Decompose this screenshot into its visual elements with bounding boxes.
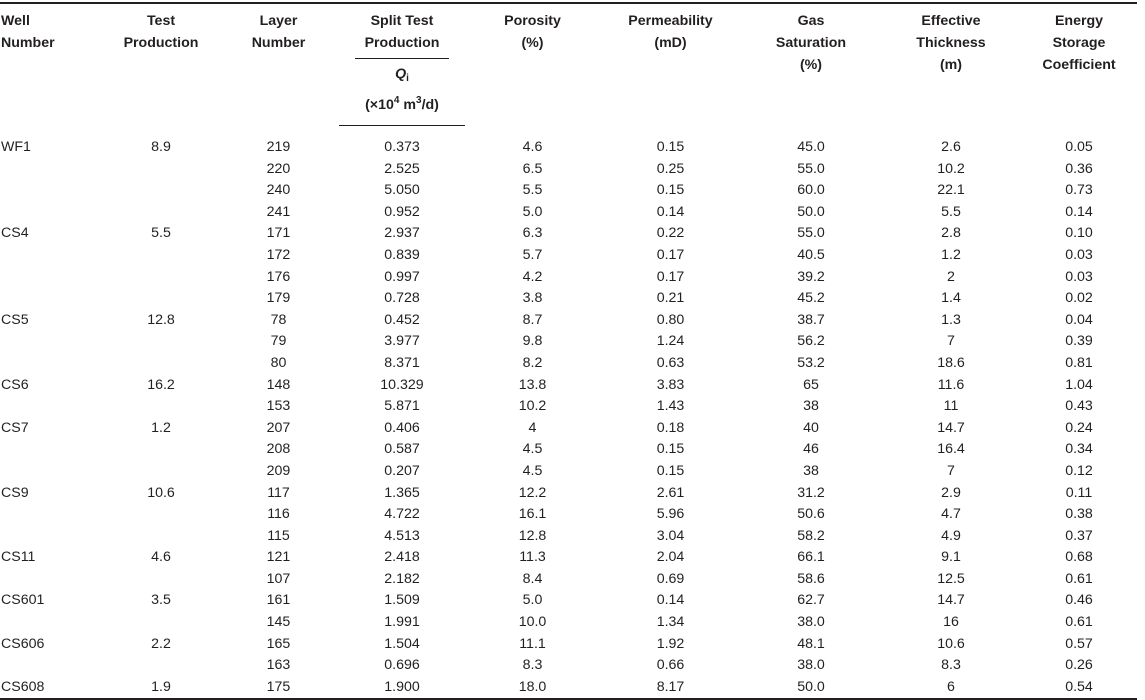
- cell-well-number: [0, 245, 104, 267]
- cell-split-test-production: 0.997: [384, 268, 420, 285]
- header-permeability: Permeability (mD): [600, 3, 741, 126]
- cell-test-production: 4.6: [151, 549, 171, 566]
- cell-porosity: 4: [528, 419, 537, 436]
- cell-gas-saturation: 38.0: [797, 614, 825, 631]
- cell-split-test-production: 4.722: [384, 506, 420, 523]
- cell-test-production: 5.5: [151, 225, 171, 242]
- table-row: [0, 202, 1137, 224]
- cell-effective-thickness: 7: [947, 462, 955, 479]
- table-body: [0, 126, 1137, 700]
- cell-porosity: 4.2: [522, 268, 543, 285]
- cell-test-production: [104, 504, 218, 526]
- table-row: [0, 439, 1137, 461]
- cell-test-production: [104, 526, 218, 548]
- header-gas-saturation: Gas Saturation (%): [741, 3, 881, 126]
- header-energy-storage-coefficient: Energy Storage Coefficient: [1021, 3, 1137, 126]
- cell-layer-number: 207: [266, 419, 291, 436]
- cell-porosity: 5.5: [522, 182, 543, 199]
- table-row: [0, 353, 1137, 375]
- cell-test-production: [104, 612, 218, 634]
- cell-effective-thickness: 14.7: [937, 592, 965, 609]
- cell-porosity: 11.1: [519, 635, 546, 652]
- cell-porosity: 12.2: [518, 484, 547, 501]
- cell-test-production: [104, 267, 218, 289]
- header-effective-thickness: Effective Thickness (m): [881, 3, 1021, 126]
- cell-well-number: CS7: [1, 419, 29, 436]
- table-row: [0, 418, 1137, 440]
- table-row: [0, 223, 1137, 245]
- cell-permeability: 1.43: [656, 398, 685, 415]
- cell-layer-number: 107: [266, 570, 291, 587]
- cell-well-number: [0, 461, 104, 483]
- cell-gas-saturation: 60.0: [797, 182, 825, 199]
- cell-permeability: 0.15: [656, 138, 685, 155]
- cell-split-test-production: 2.525: [384, 160, 420, 177]
- cell-energy-storage-coefficient: 0.02: [1065, 290, 1093, 307]
- cell-effective-thickness: 2.6: [941, 138, 961, 155]
- cell-layer-number: 78: [270, 311, 287, 328]
- cell-effective-thickness: 10.6: [937, 635, 965, 652]
- cell-gas-saturation: 50.0: [741, 677, 881, 700]
- cell-porosity: 6.5: [522, 160, 543, 177]
- cell-test-production: [104, 396, 218, 418]
- qi-unit: ($\times 10^4$ $m^3/d$): [365, 95, 439, 113]
- table-row: [0, 245, 1137, 267]
- cell-layer-number: 145: [266, 614, 291, 631]
- cell-test-production: 1.2: [151, 419, 171, 436]
- cell-layer-number: 220: [266, 160, 291, 177]
- cell-energy-storage-coefficient: 0.54: [1021, 677, 1137, 700]
- cell-layer-number: 79: [270, 333, 287, 350]
- cell-layer-number: 209: [266, 462, 291, 479]
- cell-porosity: 10.2: [518, 398, 547, 415]
- well-data-table: [0, 2, 1137, 700]
- cell-gas-saturation: 40: [803, 419, 819, 436]
- cell-split-test-production: 8.371: [384, 354, 420, 371]
- cell-split-test-production: 5.871: [384, 398, 420, 415]
- cell-split-test-production: 0.952: [384, 203, 420, 220]
- cell-energy-storage-coefficient: 1.04: [1065, 376, 1093, 393]
- cell-permeability: 1.24: [656, 333, 685, 350]
- cell-effective-thickness: 1.3: [941, 311, 961, 328]
- header-test-production: Test Production: [104, 3, 218, 126]
- cell-porosity: 13.8: [518, 376, 547, 393]
- cell-gas-saturation: 56.2: [797, 333, 825, 350]
- cell-permeability: 8.17: [600, 677, 741, 700]
- cell-test-production: [104, 439, 218, 461]
- cell-split-test-production: 0.696: [384, 657, 420, 674]
- table-row: [0, 159, 1137, 181]
- cell-effective-thickness: 2: [947, 268, 955, 285]
- cell-effective-thickness: 6: [881, 677, 1021, 700]
- cell-effective-thickness: 11: [943, 398, 959, 415]
- cell-well-number: [0, 396, 104, 418]
- cell-permeability: 0.15: [656, 462, 685, 479]
- cell-layer-number: 161: [266, 592, 291, 609]
- cell-split-test-production: 1.900: [339, 677, 465, 700]
- cell-porosity: 5.7: [522, 246, 543, 263]
- cell-gas-saturation: 53.2: [797, 354, 825, 371]
- cell-layer-number: 116: [267, 506, 290, 523]
- cell-well-number: [0, 655, 104, 677]
- cell-permeability: 0.66: [656, 657, 685, 674]
- cell-split-test-production: 0.587: [384, 441, 420, 458]
- cell-energy-storage-coefficient: 0.57: [1065, 635, 1093, 652]
- cell-energy-storage-coefficient: 0.43: [1065, 398, 1093, 415]
- cell-effective-thickness: 1.4: [941, 290, 961, 307]
- cell-gas-saturation: 38.7: [797, 311, 825, 328]
- cell-permeability: 3.04: [656, 527, 685, 544]
- cell-split-test-production: 2.937: [384, 225, 420, 242]
- cell-gas-saturation: 39.2: [797, 268, 825, 285]
- cell-permeability: 0.80: [656, 311, 685, 328]
- qi-symbol: $Q_i$: [395, 66, 409, 84]
- cell-energy-storage-coefficient: 0.03: [1065, 246, 1093, 263]
- cell-permeability: 0.15: [656, 182, 685, 199]
- cell-split-test-production: 0.406: [384, 419, 420, 436]
- cell-energy-storage-coefficient: 0.05: [1065, 138, 1093, 155]
- cell-gas-saturation: 58.6: [797, 570, 825, 587]
- table-row: [0, 461, 1137, 483]
- cell-gas-saturation: 38: [803, 462, 819, 479]
- cell-porosity: 4.5: [522, 441, 543, 458]
- header-split-test-production: [339, 3, 465, 59]
- cell-layer-number: 219: [266, 138, 291, 155]
- cell-permeability: 0.15: [656, 441, 685, 458]
- table-row: [0, 288, 1137, 310]
- cell-split-test-production: 0.452: [384, 311, 420, 328]
- cell-gas-saturation: 65: [803, 376, 819, 393]
- cell-test-production: 3.5: [151, 592, 171, 609]
- cell-split-test-production: 0.207: [384, 462, 420, 479]
- cell-gas-saturation: 55.0: [797, 160, 825, 177]
- cell-well-number: WF1: [1, 138, 31, 155]
- cell-porosity: 10.0: [518, 614, 547, 631]
- cell-well-number: [0, 612, 104, 634]
- cell-well-number: [0, 526, 104, 548]
- cell-effective-thickness: 10.2: [937, 160, 965, 177]
- cell-test-production: [104, 353, 218, 375]
- cell-gas-saturation: 38: [803, 398, 819, 415]
- cell-layer-number: 175: [218, 677, 339, 700]
- cell-porosity: 5.0: [522, 592, 543, 609]
- cell-well-number: [0, 202, 104, 224]
- table-row: [0, 375, 1137, 397]
- cell-test-production: 8.9: [151, 138, 171, 155]
- cell-effective-thickness: 9.1: [941, 549, 961, 566]
- cell-effective-thickness: 4.9: [941, 527, 961, 544]
- cell-energy-storage-coefficient: 0.26: [1065, 657, 1093, 674]
- cell-effective-thickness: 7: [947, 333, 955, 350]
- cell-effective-thickness: 18.6: [937, 354, 965, 371]
- cell-energy-storage-coefficient: 0.10: [1065, 225, 1093, 242]
- cell-porosity: 3.8: [522, 290, 543, 307]
- cell-well-number: CS11: [1, 549, 36, 566]
- cell-effective-thickness: 8.3: [941, 657, 961, 674]
- header-well-number: Well Number: [0, 3, 104, 126]
- cell-split-test-production: 3.977: [384, 333, 420, 350]
- cell-layer-number: 165: [266, 635, 291, 652]
- table-row: [0, 310, 1137, 332]
- cell-well-number: [0, 569, 104, 591]
- cell-permeability: 0.25: [656, 160, 685, 177]
- cell-split-test-production: 1.509: [384, 592, 420, 609]
- cell-well-number: [0, 288, 104, 310]
- cell-test-production: [104, 461, 218, 483]
- cell-split-test-production: 1.365: [384, 484, 420, 501]
- table-header: [0, 3, 1137, 126]
- cell-permeability: 1.34: [656, 614, 685, 631]
- cell-effective-thickness: 14.7: [937, 419, 965, 436]
- cell-permeability: 3.83: [656, 376, 685, 393]
- cell-porosity: 8.7: [522, 311, 543, 328]
- cell-layer-number: 148: [266, 376, 291, 393]
- cell-layer-number: 115: [267, 527, 290, 544]
- cell-gas-saturation: 40.5: [797, 246, 825, 263]
- cell-permeability: 0.63: [656, 354, 685, 371]
- header-porosity: Porosity (%): [465, 3, 600, 126]
- table-row: [0, 634, 1137, 656]
- cell-layer-number: 172: [266, 246, 291, 263]
- cell-porosity: 4.5: [522, 462, 543, 479]
- cell-permeability: 0.17: [656, 268, 685, 285]
- cell-gas-saturation: 38.0: [797, 657, 825, 674]
- cell-porosity: 5.0: [522, 203, 543, 220]
- cell-permeability: 0.69: [656, 570, 685, 587]
- cell-test-production: [104, 245, 218, 267]
- cell-energy-storage-coefficient: 0.11: [1065, 484, 1093, 501]
- cell-gas-saturation: 50.6: [797, 506, 825, 523]
- cell-layer-number: 80: [270, 354, 287, 371]
- cell-effective-thickness: 2.9: [941, 484, 961, 501]
- table-row: [0, 655, 1137, 677]
- cell-energy-storage-coefficient: 0.61: [1065, 570, 1093, 587]
- cell-effective-thickness: 2.8: [941, 225, 961, 242]
- cell-split-test-production: 1.991: [384, 614, 420, 631]
- cell-test-production: 2.2: [151, 635, 171, 652]
- cell-gas-saturation: 48.1: [797, 635, 825, 652]
- cell-porosity: 9.8: [522, 333, 543, 350]
- cell-porosity: 8.4: [522, 570, 543, 587]
- cell-energy-storage-coefficient: 0.68: [1065, 549, 1093, 566]
- cell-layer-number: 171: [266, 225, 291, 242]
- table-row: [0, 180, 1137, 202]
- cell-well-number: CS606: [1, 635, 45, 652]
- cell-porosity: 6.3: [522, 225, 543, 242]
- cell-well-number: [0, 267, 104, 289]
- cell-layer-number: 208: [266, 441, 291, 458]
- cell-well-number: CS608: [0, 677, 104, 700]
- cell-split-test-production: 2.418: [384, 549, 420, 566]
- cell-porosity: 12.8: [518, 527, 547, 544]
- cell-well-number: CS6: [1, 376, 29, 393]
- cell-gas-saturation: 31.2: [797, 484, 825, 501]
- cell-test-production: [104, 159, 218, 181]
- table-row: [0, 612, 1137, 634]
- cell-energy-storage-coefficient: 0.34: [1065, 441, 1093, 458]
- table-row: [0, 677, 1137, 700]
- table-row: [0, 569, 1137, 591]
- cell-energy-storage-coefficient: 0.14: [1065, 203, 1093, 220]
- split-header-group: Split Test Production: [355, 10, 449, 59]
- cell-permeability: 0.17: [656, 246, 685, 263]
- cell-effective-thickness: 1.2: [941, 246, 961, 263]
- cell-effective-thickness: 11.6: [937, 376, 965, 393]
- cell-gas-saturation: 45.0: [797, 138, 825, 155]
- cell-energy-storage-coefficient: 0.81: [1065, 354, 1093, 371]
- cell-permeability: 2.04: [656, 549, 685, 566]
- table-row: [0, 526, 1137, 548]
- table-row: [0, 267, 1137, 289]
- cell-energy-storage-coefficient: 0.38: [1065, 506, 1093, 523]
- cell-split-test-production: 5.050: [384, 182, 420, 199]
- cell-split-test-production: 1.504: [384, 635, 420, 652]
- table-row: [0, 396, 1137, 418]
- cell-porosity: 4.6: [522, 138, 543, 155]
- cell-split-test-production: 0.373: [384, 139, 420, 155]
- cell-split-test-production: 0.728: [384, 290, 420, 307]
- cell-well-number: [0, 331, 104, 353]
- cell-porosity: 18.0: [465, 677, 600, 700]
- cell-gas-saturation: 66.1: [797, 549, 825, 566]
- cell-effective-thickness: 12.5: [937, 570, 965, 587]
- cell-well-number: CS9: [1, 484, 29, 501]
- cell-test-production: [104, 288, 218, 310]
- cell-porosity: 8.3: [522, 657, 543, 674]
- cell-permeability: 2.61: [656, 484, 685, 501]
- cell-layer-number: 179: [266, 290, 291, 307]
- table-row: [0, 547, 1137, 569]
- cell-test-production: [104, 569, 218, 591]
- cell-effective-thickness: 16.4: [937, 441, 965, 458]
- cell-gas-saturation: 55.0: [797, 225, 825, 242]
- cell-effective-thickness: 4.7: [941, 506, 961, 523]
- cell-permeability: 5.96: [656, 506, 685, 523]
- cell-gas-saturation: 62.7: [797, 592, 825, 609]
- cell-well-number: [0, 353, 104, 375]
- table-row: [0, 504, 1137, 526]
- cell-split-test-production: 10.329: [380, 376, 424, 393]
- header-qi-unit: [339, 59, 465, 126]
- cell-well-number: CS4: [1, 225, 29, 242]
- cell-well-number: [0, 504, 104, 526]
- cell-test-production: [104, 180, 218, 202]
- cell-well-number: [0, 180, 104, 202]
- cell-permeability: 0.22: [656, 225, 685, 242]
- cell-porosity: 16.1: [518, 506, 547, 523]
- cell-layer-number: 121: [266, 549, 291, 566]
- cell-permeability: 0.14: [656, 592, 685, 609]
- cell-test-production: 16.2: [147, 376, 175, 393]
- table-row: [0, 590, 1137, 612]
- cell-gas-saturation: 50.0: [797, 203, 825, 220]
- cell-energy-storage-coefficient: 0.39: [1065, 333, 1093, 350]
- table-row: [0, 126, 1137, 159]
- cell-permeability: 1.92: [656, 635, 685, 652]
- cell-split-test-production: 4.513: [384, 527, 420, 544]
- cell-gas-saturation: 58.2: [797, 527, 825, 544]
- cell-layer-number: 153: [266, 398, 291, 415]
- cell-porosity: 11.3: [519, 549, 546, 566]
- cell-energy-storage-coefficient: 0.61: [1065, 614, 1093, 631]
- cell-energy-storage-coefficient: 0.46: [1065, 592, 1093, 609]
- cell-energy-storage-coefficient: 0.36: [1065, 160, 1093, 177]
- cell-test-production: 1.9: [104, 677, 218, 700]
- cell-energy-storage-coefficient: 0.73: [1065, 182, 1093, 199]
- cell-permeability: 0.18: [656, 419, 685, 436]
- cell-well-number: CS5: [1, 311, 29, 328]
- cell-layer-number: 163: [266, 657, 291, 674]
- cell-layer-number: 117: [267, 484, 290, 501]
- table-row: [0, 331, 1137, 353]
- cell-well-number: [0, 159, 104, 181]
- cell-well-number: CS601: [1, 592, 45, 609]
- cell-test-production: 12.8: [147, 311, 175, 328]
- cell-split-test-production: 0.839: [384, 246, 420, 263]
- cell-energy-storage-coefficient: 0.37: [1065, 527, 1093, 544]
- cell-test-production: [104, 202, 218, 224]
- cell-test-production: 10.6: [147, 484, 175, 501]
- cell-effective-thickness: 22.1: [937, 182, 965, 199]
- cell-energy-storage-coefficient: 0.04: [1065, 311, 1093, 328]
- cell-effective-thickness: 16: [943, 614, 959, 631]
- header-layer-number: Layer Number: [218, 3, 339, 126]
- cell-energy-storage-coefficient: 0.03: [1065, 268, 1093, 285]
- cell-permeability: 0.14: [656, 203, 685, 220]
- cell-split-test-production: 2.182: [384, 570, 420, 587]
- cell-gas-saturation: 46: [803, 441, 819, 458]
- cell-porosity: 8.2: [522, 354, 543, 371]
- cell-layer-number: 241: [266, 203, 291, 220]
- cell-energy-storage-coefficient: 0.24: [1065, 419, 1093, 436]
- cell-layer-number: 176: [266, 268, 291, 285]
- cell-permeability: 0.21: [656, 290, 685, 307]
- cell-test-production: [104, 331, 218, 353]
- cell-effective-thickness: 5.5: [941, 203, 961, 220]
- cell-gas-saturation: 45.2: [797, 290, 825, 307]
- cell-well-number: [0, 439, 104, 461]
- cell-test-production: [104, 655, 218, 677]
- table-row: [0, 483, 1137, 505]
- cell-energy-storage-coefficient: 0.12: [1065, 462, 1093, 479]
- cell-layer-number: 240: [266, 182, 291, 199]
